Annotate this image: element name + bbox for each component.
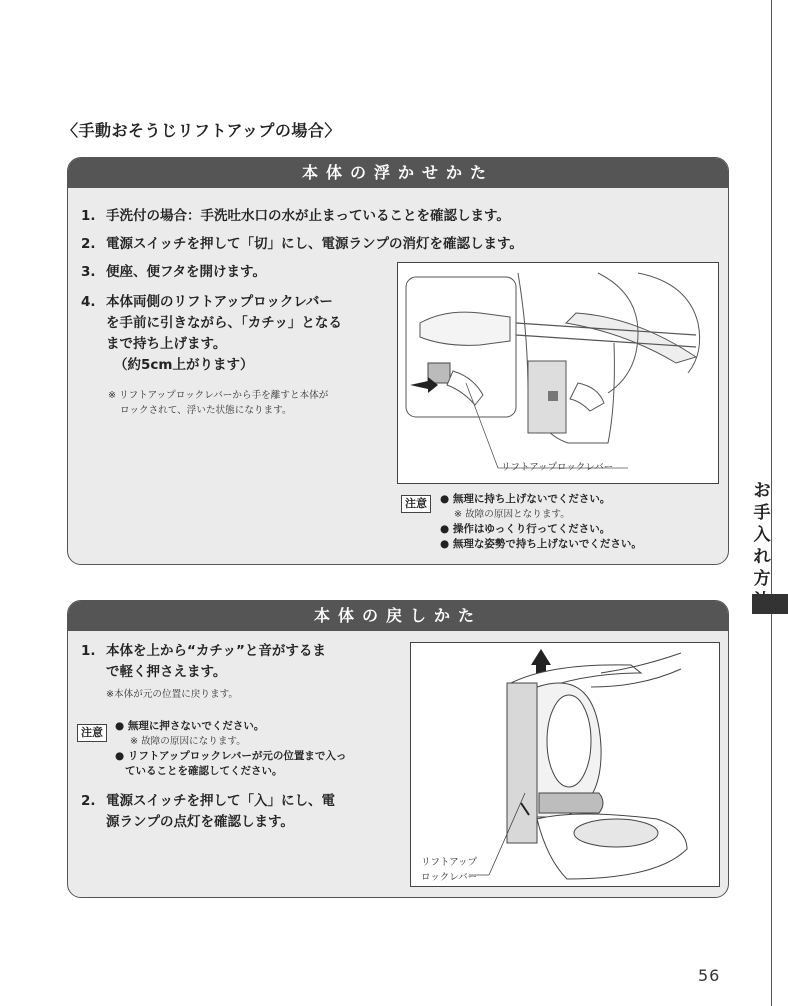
panel-return <box>67 600 729 898</box>
step-1-note: ※本体が元の位置に戻ります。 <box>106 689 238 700</box>
lever-callout-label: リフトアップ ロックレバー <box>421 857 478 883</box>
lift-up-illustration <box>397 262 719 484</box>
section-heading: 〈手動おそうじリフトアップの場合〉 <box>62 121 341 140</box>
page-number: 56 <box>698 966 721 985</box>
caution-1-item-2: ● 操作はゆっくり行ってください。 <box>440 523 611 535</box>
panel-title: 本体の浮かせかた <box>68 158 728 188</box>
step-4-note: ※ リフトアップロックレバーから手を離すと本体が ロックされて、浮いた状態になります。 <box>108 390 329 416</box>
caution-1 <box>401 492 431 513</box>
side-tab-label: お 手 入 れ 方 <box>753 481 771 589</box>
caution-2-item-1: ● 無理に押さないでください。 <box>115 720 265 732</box>
step-4: 4. 本体両側のリフトアップロックレバー を手前に引きながら、「カチッ」となる まで持ち上げます。 （約5cm上がります） <box>81 294 342 373</box>
side-tab-marker <box>752 594 788 614</box>
caution-label: 注意 <box>401 495 431 513</box>
panel-title: 本体の戻しかた <box>68 601 728 631</box>
caution-2-item-1-note: ※ 故障の原因になります。 <box>130 736 246 747</box>
return-illustration <box>410 642 720 887</box>
lever-callout-label: リフトアップロックレバー <box>501 462 614 473</box>
panel-lift-up: 本体の浮かせかた 1. 手洗付の場合：手洗吐水口の水が止まっていることを確認します。 2. 電源スイッチを押して「切」にし、電源ランプの消灯を確認します。 3. 便座、便フタを開けます。 4. 本体両側のリフトアップロックレバー を手前に引きながら、「カチッ」となる まで持ち上げます。 （約5cm上がります） ※ リフトアップロックレバーから手を離すと本体が ロックされて、浮いた状態になります。 リフトアップロックレバー 注意 ● 無理に持ち上げないでください。 ※ 故障の原因となります。 ● 操作はゆっくり行ってください。 ● 無理な姿勢で持ち上げないでください。 <box>67 157 729 565</box>
caution-1-item-1: ● 無理に持ち上げないでください。 <box>440 493 611 505</box>
toilet-lift-lever-drawing <box>398 263 718 483</box>
step-1: 1. 本体を上から“カチッ”と音がするま で軽く押さえます。 <box>81 643 326 680</box>
caution-2-item-2: ● リフトアップロックレバーが元の位置まで入っ ていることを確認してください。 <box>115 750 347 777</box>
caution-1-item-3: ● 無理な姿勢で持ち上げないでください。 <box>440 538 642 550</box>
toilet-press-down-drawing <box>411 643 719 886</box>
step-2: 2. 電源スイッチを押して「入」にし、電 源ランプの点灯を確認します。 <box>81 793 335 830</box>
caution-1-item-1-note: ※ 故障の原因となります。 <box>454 509 570 520</box>
caution-2 <box>77 721 107 742</box>
caution-label: 注意 <box>77 724 107 742</box>
